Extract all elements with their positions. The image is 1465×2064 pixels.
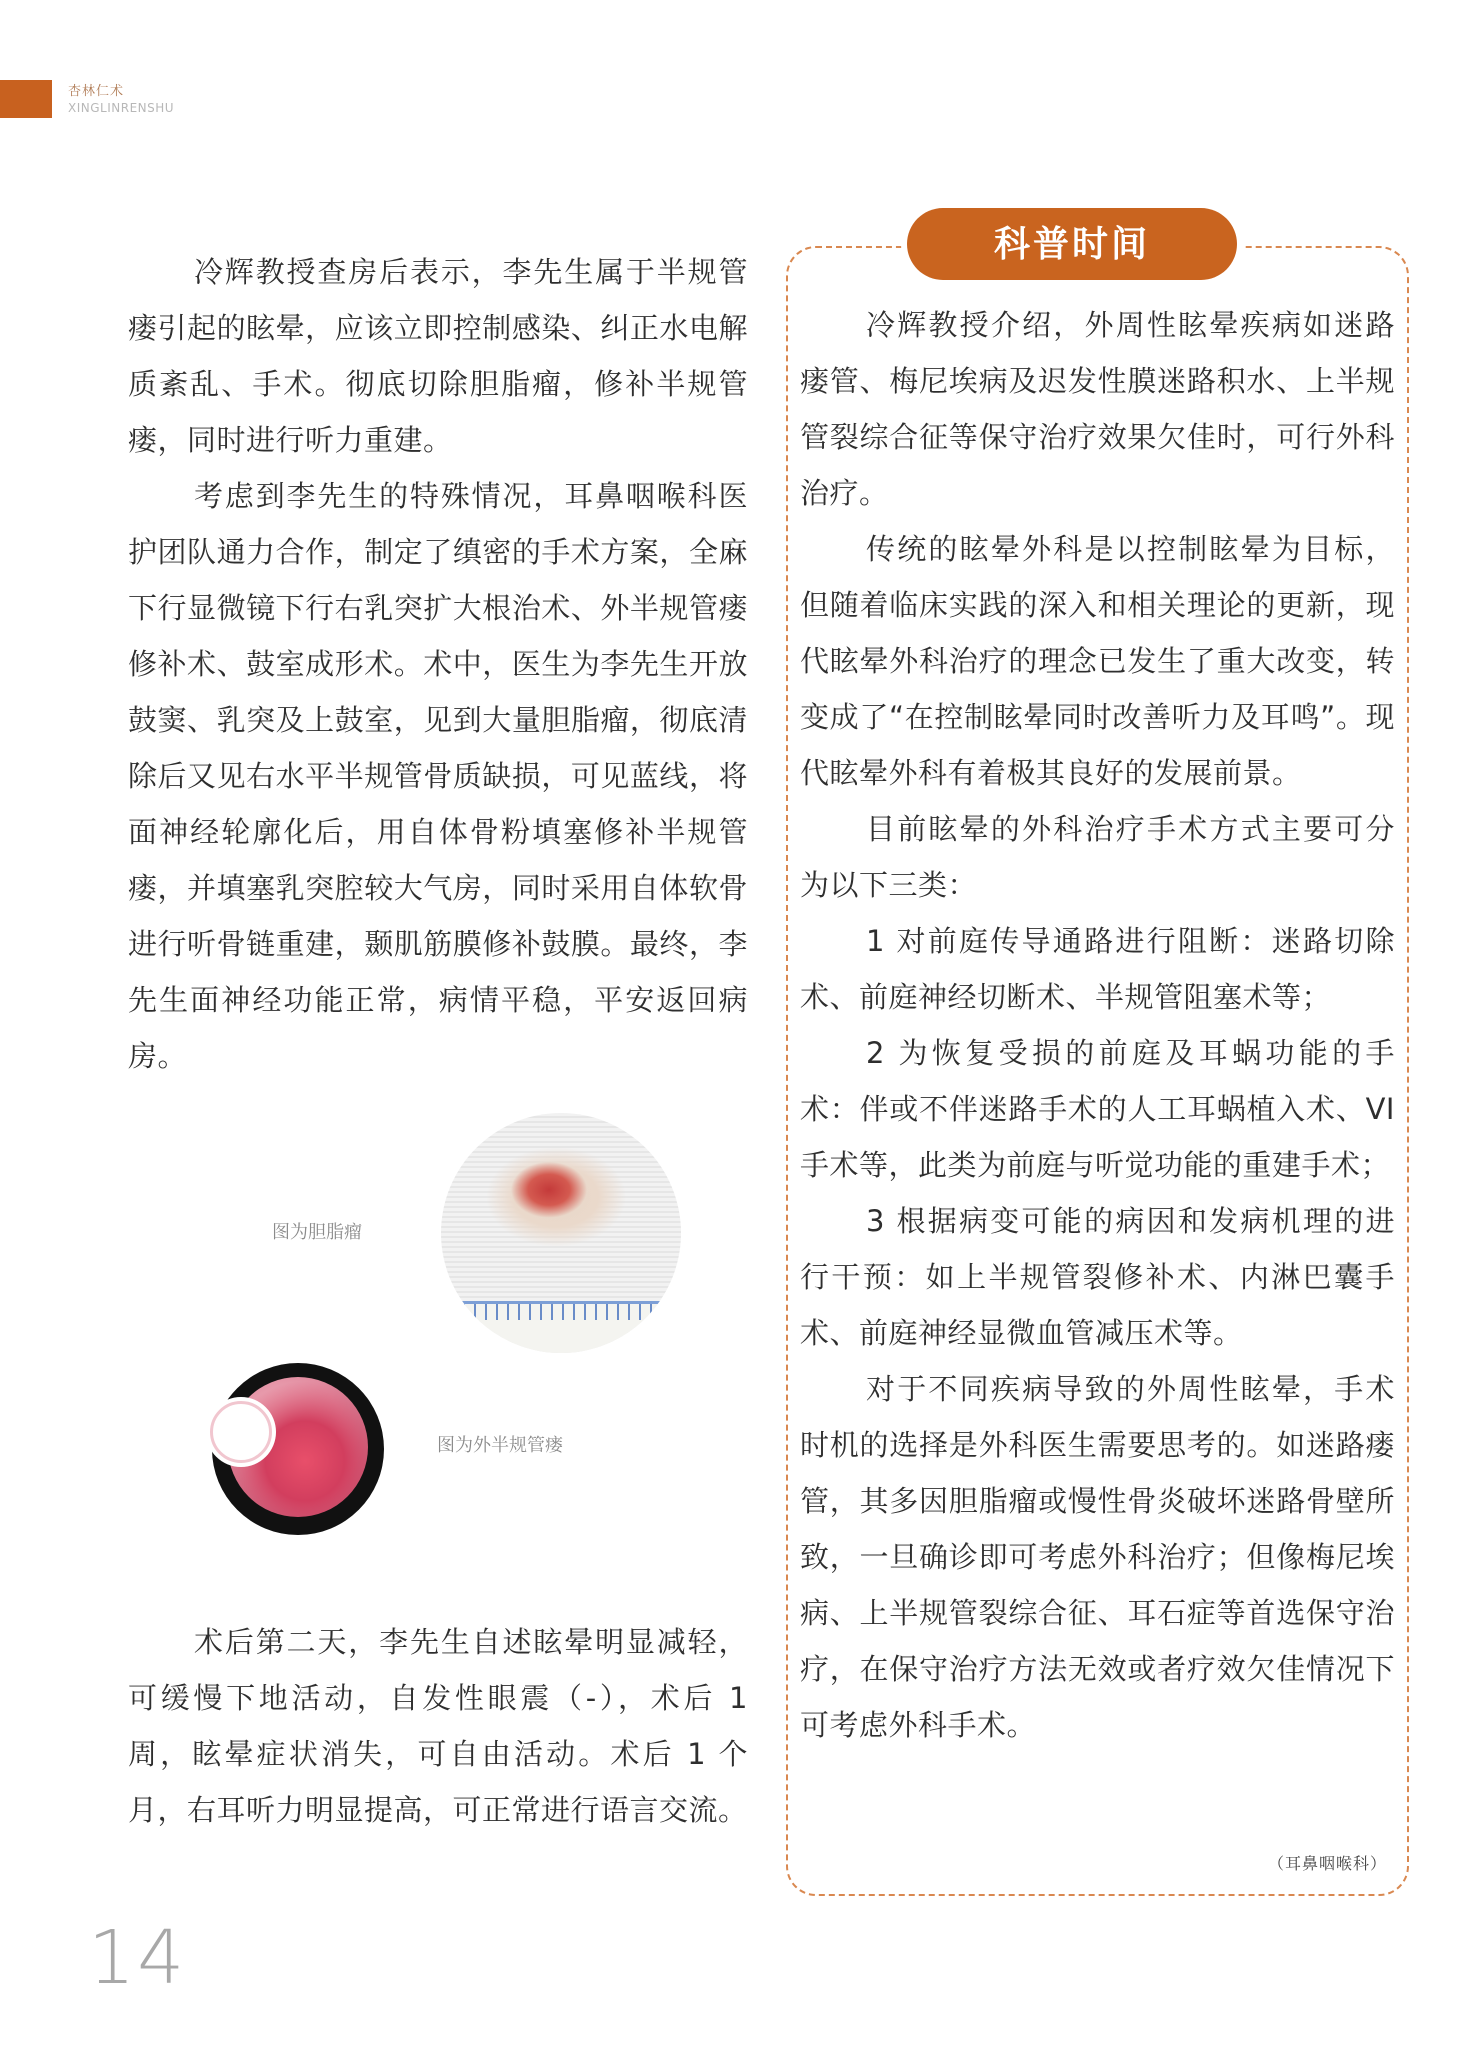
fistula-endoscope-photo bbox=[212, 1363, 384, 1535]
photo-caption-cholesteatoma: 图为胆脂瘤 bbox=[272, 1222, 362, 1243]
photo-caption-fistula: 图为外半规管瘘 bbox=[437, 1435, 563, 1456]
cholesteatoma-photo bbox=[441, 1113, 681, 1353]
section-title: 杏林仁术 bbox=[68, 84, 125, 99]
sidebar-paragraph: 目前眩晕的外科治疗手术方式主要可分为以下三类： bbox=[800, 812, 1395, 902]
sidebar-text bbox=[800, 297, 1395, 1753]
article-column-bottom bbox=[128, 1614, 748, 1838]
sidebar-paragraph: 对于不同疾病导致的外周性眩晕，手术时机的选择是外科医生需要思考的。如迷路瘘管，其多因胆脂瘤或慢性骨炎破坏迷路骨壁所致，一旦确诊即可考虑外科治疗；但像梅尼埃病、上半规管裂综合征、耳石症等首选保守治疗，在保守治疗方法无效或者疗效欠佳情况下可考虑外科手术。 bbox=[800, 1372, 1395, 1742]
sidebar-source: （耳鼻咽喉科） bbox=[1267, 1854, 1387, 1873]
section-color-bar bbox=[0, 80, 52, 118]
article-paragraph: 术后第二天，李先生自述眩晕明显减轻，可缓慢下地活动，自发性眼震（-），术后 1 周，眩晕症状消失，可自由活动。术后 1 个月，右耳听力明显提高，可正常进行语言交流。 bbox=[128, 1625, 748, 1827]
sidebar-paragraph: 传统的眩晕外科是以控制眩晕为目标，但随着临床实践的深入和相关理论的更新，现代眩晕外科治疗的理念已发生了重大改变，转变成了“在控制眩晕同时改善听力及耳鸣”。现代眩晕外科有着极其良好的发展前景。 bbox=[800, 532, 1395, 790]
photo-stamp bbox=[210, 1401, 272, 1463]
sidebar-title: 科普时间 bbox=[907, 208, 1237, 280]
sidebar-paragraph: 2 为恢复受损的前庭及耳蜗功能的手术：伴或不伴迷路手术的人工耳蜗植入术、VI 手术等，此类为前庭与听觉功能的重建手术； bbox=[800, 1036, 1395, 1182]
ruler-scale bbox=[441, 1301, 681, 1353]
sidebar-paragraph: 冷辉教授介绍，外周性眩晕疾病如迷路瘘管、梅尼埃病及迟发性膜迷路积水、上半规管裂综合征等保守治疗效果欠佳时，可行外科治疗。 bbox=[800, 308, 1395, 510]
section-subtitle: XINGLINRENSHU bbox=[68, 101, 175, 115]
article-paragraph: 考虑到李先生的特殊情况，耳鼻咽喉科医护团队通力合作，制定了缜密的手术方案，全麻下行显微镜下行右乳突扩大根治术、外半规管瘘修补术、鼓室成形术。术中，医生为李先生开放鼓窦、乳突及上鼓室，见到大量胆脂瘤，彻底清除后又见右水平半规管骨质缺损，可见蓝线，将面神经轮廓化后，用自体骨粉填塞修补半规管瘘，并填塞乳突腔较大气房，同时采用自体软骨进行听骨链重建，颞肌筋膜修补鼓膜。最终，李先生面神经功能正常，病情平稳，平安返回病房。 bbox=[128, 479, 748, 1073]
sidebar-paragraph: 3 根据病变可能的病因和发病机理的进行干预：如上半规管裂修补术、内淋巴囊手术、前庭神经显微血管减压术等。 bbox=[800, 1204, 1395, 1350]
article-paragraph: 冷辉教授查房后表示，李先生属于半规管瘘引起的眩晕，应该立即控制感染、纠正水电解质紊乱、手术。彻底切除胆脂瘤，修补半规管瘘，同时进行听力重建。 bbox=[128, 255, 748, 457]
page-number: 14 bbox=[88, 1915, 187, 2001]
sidebar-paragraph: 1 对前庭传导通路进行阻断：迷路切除术、前庭神经切断术、半规管阻塞术等； bbox=[800, 924, 1395, 1014]
article-column-top bbox=[128, 244, 748, 1084]
